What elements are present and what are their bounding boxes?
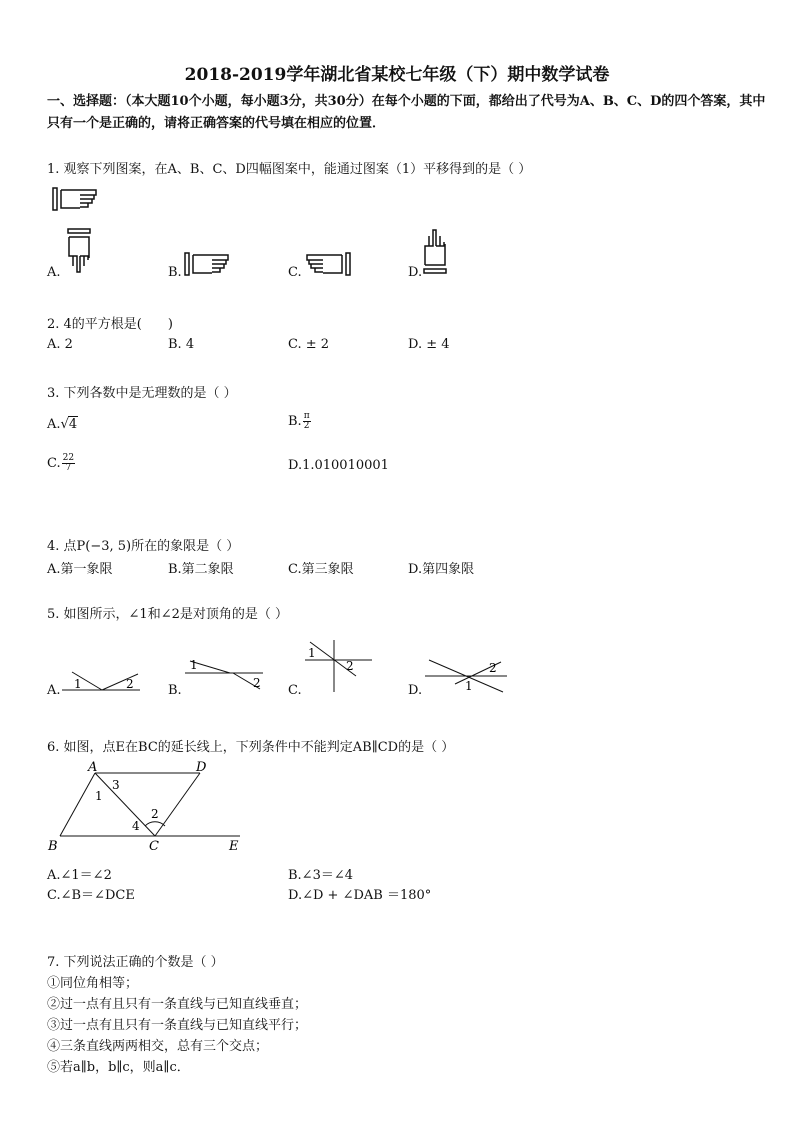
q7-item-3: ③过一点有且只有一条直线与已知直线平行； — [47, 1018, 308, 1033]
hand-pointing-left-icon — [303, 252, 351, 276]
q3-option-d: D.1.010010001 — [288, 458, 389, 473]
q5-option-a: A. — [47, 683, 61, 698]
q5-figure-c — [300, 638, 375, 693]
angle-label-1: 1 — [74, 677, 82, 691]
numerator: 22 — [62, 453, 75, 463]
q5-figure-a — [60, 668, 150, 698]
angle-label-2: 2 — [489, 661, 497, 675]
q1-option-d: D. — [408, 265, 423, 280]
angle-label-1: 1 — [95, 789, 103, 803]
angle-label-2: 2 — [253, 676, 261, 690]
q3-option-a — [47, 416, 78, 432]
question-3-stem: 3. 下列各数中是无理数的是（ ） — [47, 386, 237, 401]
q7-item-5: ⑤若a∥b，b∥c，则a∥c． — [47, 1060, 190, 1075]
q3-option-b-prefix: B. — [288, 414, 302, 429]
point-b: B — [48, 839, 58, 854]
angle-label-2: 2 — [126, 677, 134, 691]
sqrt-sign: √ — [60, 417, 69, 432]
q6-option-d: D.∠D + ∠DAB ＝180° — [288, 888, 432, 903]
denominator: 7 — [65, 463, 72, 473]
page-title: 2018-2019学年湖北省某校七年级（下）期中数学试卷 — [184, 65, 610, 85]
q1-option-a: A. — [47, 265, 61, 280]
section-heading: 一、选择题：（本大题10个小题，每小题3分，共30分）在每个小题的下面，都给出了代号为A、B、C、D的四个答案，其中只有一个是正确的，请将正确答案的代号填在相应的位置． — [47, 94, 766, 131]
hand-pointing-right-icon — [52, 187, 100, 211]
q3-option-c-prefix: C. — [47, 456, 61, 471]
angle-label-2: 2 — [151, 807, 159, 821]
q2-option-c: C. ± 2 — [288, 337, 330, 352]
q3-option-b — [288, 412, 311, 431]
q3-option-c — [47, 454, 75, 473]
q6-option-a: A.∠1＝∠2 — [47, 868, 112, 883]
q4-option-c: C.第三象限 — [288, 562, 354, 577]
angle-label-1: 1 — [465, 679, 473, 693]
fraction — [62, 454, 75, 473]
q5-figure-d — [425, 652, 510, 697]
point-e: E — [229, 839, 239, 854]
angle-label-2: 2 — [346, 659, 354, 673]
q3-option-a-radicand: 4 — [68, 417, 78, 432]
question-7-stem: 7. 下列说法正确的个数是（ ） — [47, 955, 224, 970]
hand-pointing-up-icon — [423, 228, 447, 274]
point-d: D — [196, 760, 207, 775]
angle-label-3: 3 — [112, 778, 120, 792]
q4-option-b: B.第二象限 — [168, 562, 234, 577]
question-5-stem: 5. 如图所示，∠1和∠2是对顶角的是（ ） — [47, 607, 288, 622]
q4-option-d: D.第四象限 — [408, 562, 475, 577]
q7-item-4: ④三条直线两两相交，总有三个交点； — [47, 1039, 269, 1054]
fraction — [303, 412, 311, 431]
q2-option-b: B. 4 — [168, 337, 195, 352]
q2-option-d: D. ± 4 — [408, 337, 450, 352]
question-6-stem: 6. 如图，点E在BC的延长线上，下列条件中不能判定AB∥CD的是（ ） — [47, 740, 455, 755]
q6-option-c: C.∠B＝∠DCE — [47, 888, 135, 903]
angle-label-4: 4 — [132, 819, 140, 833]
q1-option-c: C. — [288, 265, 302, 280]
angle-label-1: 1 — [190, 658, 198, 672]
question-4-stem: 4. 点P(−3, 5)所在的象限是（ ） — [47, 539, 240, 554]
question-1-stem: 1. 观察下列图案，在A、B、C、D四幅图案中，能通过图案（1）平移得到的是（ ） — [47, 162, 532, 177]
numerator: π — [303, 411, 310, 421]
q5-figure-b — [185, 655, 270, 695]
q5-option-d: D. — [408, 683, 423, 698]
question-2-stem: 2. 4的平方根是( ) — [47, 317, 173, 332]
q4-option-a: A.第一象限 — [47, 562, 113, 577]
point-c: C — [149, 839, 159, 854]
denominator: 2 — [303, 421, 310, 431]
hand-pointing-down-icon — [67, 228, 91, 274]
q3-option-a-prefix: A. — [47, 417, 61, 432]
q5-option-c: C. — [288, 683, 302, 698]
q7-item-2: ②过一点有且只有一条直线与已知直线垂直； — [47, 997, 308, 1012]
q1-option-b: B. — [168, 265, 182, 280]
q7-item-1: ①同位角相等； — [47, 976, 139, 991]
q2-option-a: A. 2 — [47, 337, 73, 352]
angle-label-1: 1 — [308, 646, 316, 660]
point-a: A — [88, 760, 98, 775]
hand-pointing-right-icon — [184, 252, 232, 276]
q5-option-b: B. — [168, 683, 182, 698]
parallelogram-diagram — [45, 758, 250, 856]
q6-option-b: B.∠3＝∠4 — [288, 868, 354, 883]
